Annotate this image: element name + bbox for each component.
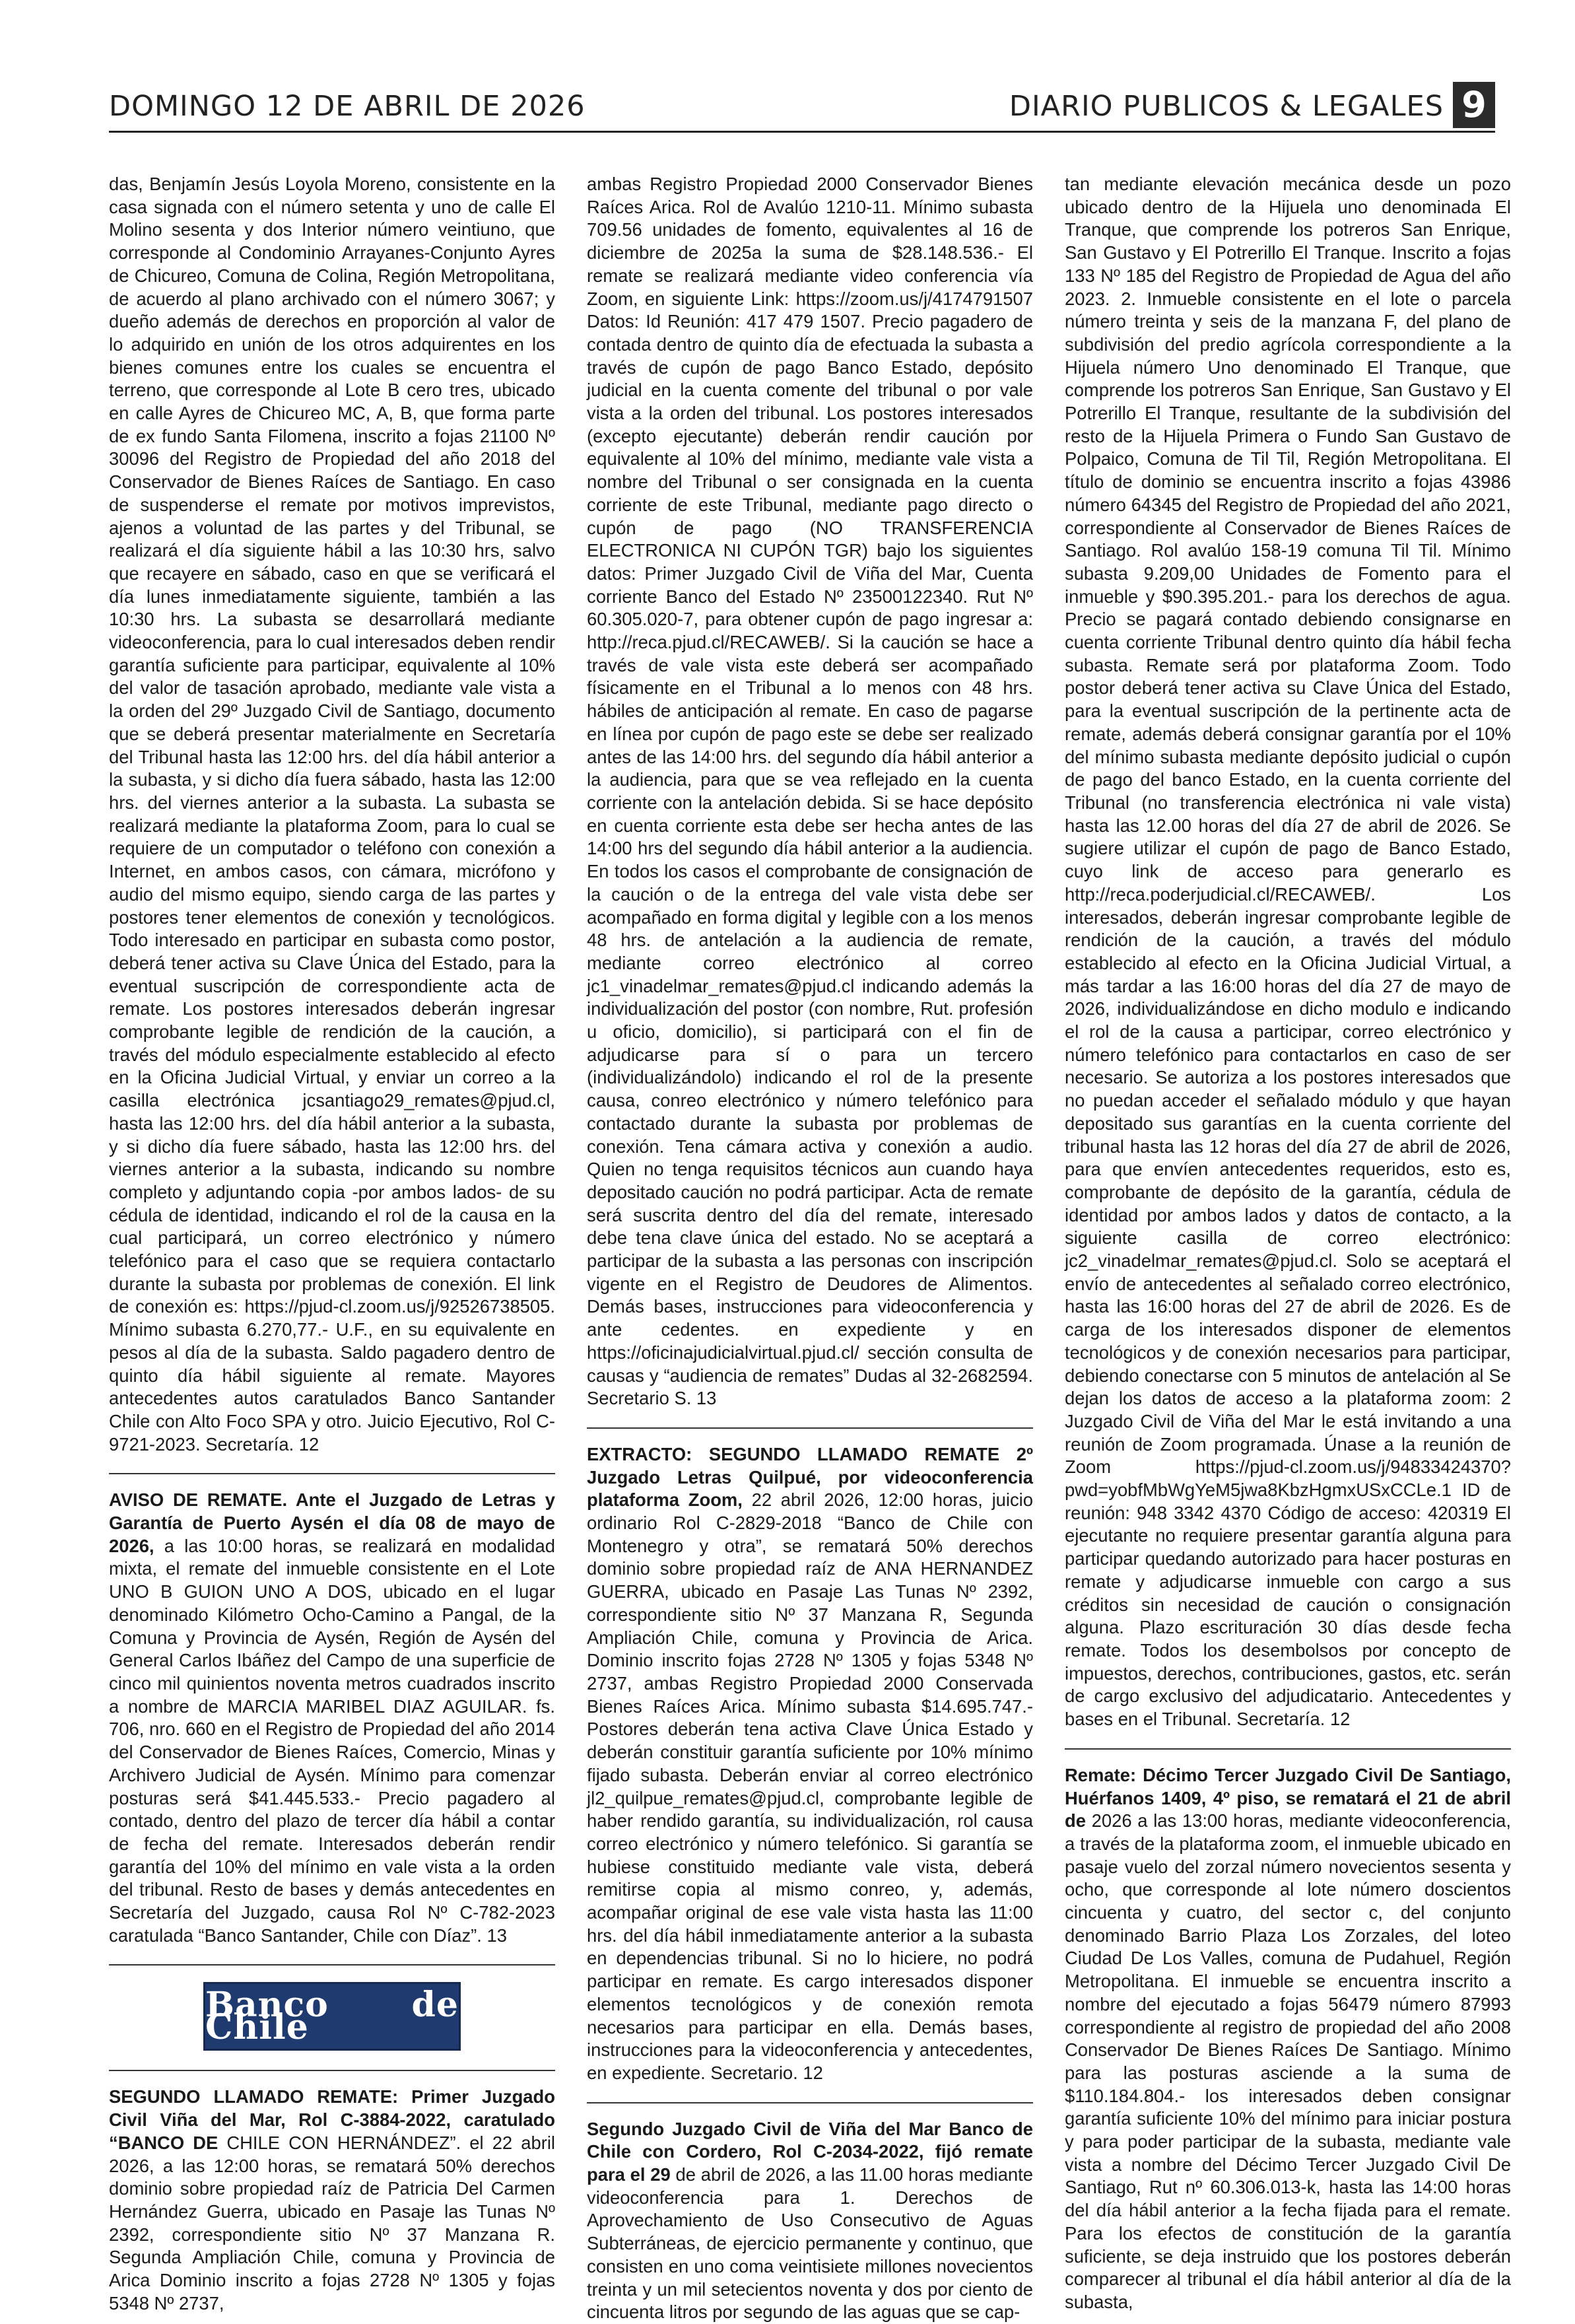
notice-body: CHILE CON HERNÁNDEZ”. el 22 abril 2026, a las 12:00 horas, se rematará 50% derechos dominio sobre propiedad raíz de Patricia Del Carmen Hernández Guerra, ubicado en Pasaje las Tunas Nº 2392, correspondiente sitio Nº 37 Manzana R. Segunda Ampliación Chile, comuna y Provincia de Arica Dominio inscrito a fojas 2728 Nº 1305 y fojas 5348 Nº 2737,: [109, 2132, 555, 2313]
column-2: [587, 173, 1033, 2324]
notice-divider: [587, 1427, 1033, 1429]
bank-ad: [109, 1980, 555, 2053]
notice-aysen: [109, 1489, 555, 1947]
page-header: [109, 85, 1495, 133]
notice-heading: AVISO DE REMATE. Ante el Juzgado de Letras y Garantía de Puerto Aysén el día 08 de mayo de 2026,: [109, 1489, 555, 1556]
notice-text: ambas Registro Propiedad 2000 Conservador Bienes Raíces Arica. Rol de Avalúo 1210-11. Mínimo subasta 709.56 unidades de fomento, equivalentes al 16 de diciembre de 2025a la suma de $28.148.536.- El remate se realizará mediante video conferencia vía Zoom, en siguiente Link: https://zoom.us/j/4174791507 Datos: Id Reunión: 417 479 1507. Precio pagadero de contada dentro de quinto día de efectuada la subasta a través de cupón de pago Banco Estado, depósito judicial en la cuenta comente del tribunal o por vale vista a la orden del tribunal. Los postores interesados (excepto ejecutante) deberán rendir caución por equivalente al 10% del mínimo, mediante vale vista a nombre del Tribunal o ser consignada en la cuenta corriente de este Tribunal, mediante pago directo o cupón de pago (NO TRANSFERENCIA ELECTRONICA NI CUPÓN TGR) bajo los siguientes datos: Primer Juzgado Civil de Viña del Mar, Cuenta corriente Banco del Estado Nº 23500122340. Rut Nº 60.305.020-7, para obtener cupón de pago ingresar a: http://reca.pjud.cl/RECAWEB/. Si la caución se hace a través de vale vista este deberá ser acompañado físicamente en el Tribunal a lo menos con 48 hrs. hábiles de anticipación al remate. En caso de pagarse en línea por cupón de pago este se debe ser realizado antes de las 14:00 hrs. del segundo día hábil anterior a la audiencia, para que se vea reflejado en la cuenta corriente con la antelación debida. Si se hace depósito en cuenta corriente esta debe ser hecha antes de las 14:00 hrs del segundo día hábil anterior a la audiencia. En todos los casos el comprobante de consignación de la caución o de la entrega del vale vista debe ser acompañado en forma digital y legible con a los menos 48 hrs. de antelación a la audiencia de remate, mediante correo electrónico al correo jc1_vinadelmar_remates@pjud.cl indicando además la individualización del postor (con nombre, Rut. profesión u oficio, domicilio), si participará con el fin de adjudicarse para sí o para un tercero (individualizándolo) indicando el rol de la presente causa, conreo electrónico y número telefónico para contactado durante la subasta por problemas de conexión. Tena cámara activa y conexión a audio. Quien no tenga requisitos técnicos aun cuando haya depositado caución no podrá participar. Acta de remate será suscrita dentro del día del remate, interesado debe tena clave única del estado. No se aceptará a participar de la subasta a las personas con inscripción vigente en el Registro de Deudores de Alimentos. Demás bases, instrucciones para videoconferencia y ante cedentes. en expediente y en https://oficinajudicialvirtual.pjud.cl/ sección consulta de causas y “audiencia de remates” Dudas al 32-2682594. Secretario S. 13: [587, 174, 1033, 1409]
notice-vina-primer: [109, 2086, 555, 2315]
notice-body: de abril de 2026, a las 11.00 horas mediante videoconferencia para 1. Derechos de Aprovechamiento de Uso Consecutivo de Aguas Subterráneas, de ejercicio permanente y continuo, que consisten en uno coma veintisiete millones novecientos treinta y un mil setecientos noventa y dos por ciento de cincuenta litros por segundo de las aguas que se cap-: [587, 2164, 1034, 2323]
notice-text: das, Benjamín Jesús Loyola Moreno, consistente en la casa signada con el número setenta y uno de calle El Molino sesenta y dos Interior número veintiuno, que corresponde al Condominio Arrayanes-Conjunto Ayres de Chicureo, Comuna de Colina, Región Metropolitana, de acuerdo al plano archivado con el número 3067; y dueño además de derechos en proporción al valor de lo adquirido en unión de los otros adquirentes en los bienes comunes entre los cuales se encuentra el terreno, que corresponde al Lote B cero tres, ubicado en calle Ayres de Chicureo MC, A, B, que forma parte de ex fundo Santa Filomena, inscrito a fojas 21100 Nº 30096 del Registro de Propiedad del año 2018 del Conservador de Bienes Raíces de Santiago. En caso de suspenderse el remate por motivos imprevistos, ajenos a voluntad de las partes y del Tribunal, se realizará el día siguiente hábil a las 10:30 hrs, salvo que recayere en sábado, caso en que se verificará el día lunes inmediatamente siguiente, también a las 10:30 hrs. La subasta se desarrollará mediante videoconferencia, para lo cual interesados deben rendir garantía suficiente para participar, equivalente al 10% del valor de tasación aprobado, mediante vale vista a la orden del 29º Juzgado Civil de Santiago, documento que se deberá presentar materialmente en Secretaría del Tribunal hasta las 12:00 hrs. del día hábil anterior a la subasta, y si dicho día fuera sábado, hasta las 12:00 hrs. del viernes anterior a la subasta. La subasta se realizará mediante la plataforma Zoom, para lo cual se requiere de un computador o teléfono con conexión a Internet, en ambos casos, con cámara, micrófono y audio del mismo equipo, siendo carga de las partes y postores tener elementos de conexión y tecnológicos. Todo interesado en participar en subasta como postor, deberá tener activa su Clave Única del Estado, para la eventual suscripción de correspondiente acta de remate. Los postores interesados deberán ingresar comprobante legible de rendición de la caución, a través del módulo especialmente establecido al efecto en la Oficina Judicial Virtual, y enviar un correo a la casilla electrónica jcsantiago29_remates@pjud.cl, hasta las 12:00 hrs. del día hábil anterior a la subasta, y si dicho día fuere sábado, hasta las 12:00 hrs. del viernes anterior a la subasta, indicando su nombre completo y adjuntando copia -por ambos lados- de su cédula de identidad, indicando el rol de la causa en la cual participará, un correo electrónico y número telefónico para el caso que se requiera contactarlo durante la subasta por problemas de conexión. El link de conexión es: https://pjud-cl.zoom.us/j/92526738505. Mínimo subasta 6.270,77.- U.F., en su equivalente en pesos al día de la subasta. Saldo pagadero dentro de quinto día hábil siguiente al remate. Mayores antecedentes autos caratulados Banco Santander Chile con Alto Foco SPA y otro. Juicio Ejecutivo, Rol C-9721-2023. Secretaría. 12: [109, 174, 555, 1454]
notice-heading: SEGUNDO LLAMADO REMATE: Primer Juzgado Civil Viña del Mar, Rol C-3884-2022, caratulado “BANCO DE: [109, 2086, 555, 2153]
column-3: [1065, 173, 1511, 2314]
section-title: DIARIO PUBLICOS & LEGALES: [1009, 90, 1444, 123]
notice-body: a las 10:00 horas, se realizará en modalidad mixta, el remate del inmueble consistente en el Lote UNO B GUION UNO A DOS, ubicado en el lugar denominado Kilómetro Ocho-Camino a Pangal, de la Comuna y Provincia de Aysén, Región de Aysén del General Carlos Ibáñez del Campo de una superficie de cinco mil quinientos noventa metros cuadrados inscrito a nombre de MARCIA MARIBEL DIAZ AGUILAR. fs. 706, nro. 660 en el Registro de Propiedad del año 2014 del Conservador de Bienes Raíces, Comercio, Minas y Archivero Judicial de Aysén. Mínimo para comenzar posturas será $41.445.533.- Precio pagadero al contado, dentro del plazo de tercer día hábil a contar de fecha del remate. Interesados deberán rendir garantía del 10% del mínimo en vale vista a la orden del tribunal. Resto de bases y demás antecedentes en Secretaría del Juzgado, causa Rol Nº C-782-2023 caratulada “Banco Santander, Chile con Díaz”. 13: [109, 1535, 555, 1946]
bank-logo-text: Banco de Chile: [205, 1984, 459, 2048]
notice-divider: [109, 1473, 555, 1474]
bank-logo: [203, 1982, 461, 2051]
column-1: [109, 173, 555, 2315]
notice-santiago-13: [1065, 1764, 1511, 2314]
notice-divider: [109, 1964, 555, 1965]
notice-divider: [1065, 1748, 1511, 1750]
notice-body: 2026 a las 13:00 horas, mediante videoconferencia, a través de la plataforma zoom, el inmueble ubicado en pasaje vuelo del zorzal número novecientos sesenta y ocho, que corresponde al lote número doscientos cincuenta y cuatro, del sector c, del conjunto denominado Barrio Plaza Los Zorzales, del loteo Ciudad De Los Valles, comuna de Pudahuel, Región Metropolitana. El inmueble se encuentra inscrito a nombre del ejecutado a fojas 56479 número 87993 correspondiente al registro de propiedad del año 2008 Conservador De Bienes Raíces De Santiago. Mínimo para las posturas asciende a la suma de $110.184.804.- los interesados deben consignar garantía suficiente 10% del mínimo para iniciar postura y para poder participar de la subasta, mediante vale vista a nombre del Décimo Tercer Juzgado Civil De Santiago, Rut nº 60.306.013-k, hasta las 14:00 horas del día hábil anterior a la fecha fijada para el remate. Para los efectos de constitución de la garantía suficiente, se deja instruido que los postores deberán comparecer al tribunal el día hábil anterior al día de la subasta,: [1065, 1810, 1511, 2312]
notice-divider: [587, 2102, 1033, 2103]
notice-body: 22 abril 2026, 12:00 horas, juicio ordinario Rol C-2829-2018 “Banco de Chile con Montenegro y otra”, se rematará 50% derechos dominio sobre propiedad raíz de ANA HERNANDEZ GUERRA, ubicado en Pasaje Las Tunas Nº 2392, correspondiente sitio Nº 37 Manzana R, Segunda Ampliación Chile, comuna y Provincia de Arica. Dominio inscrito fojas 2728 Nº 1305 y fojas 5348 Nº 2737, ambas Registro Propiedad 2000 Conservada Bienes Raíces Arica. Mínimo subasta $14.695.747.- Postores deberán tena activa Clave Única Estado y deberán constituir garantía suficiente por 10% mínimo fijado subasta. Deberán enviar al correo electrónico jl2_quilpue_remates@pjud.cl, comprobante legible de haber rendido garantía, su individualización, rol causa correo electrónico y número telefónico. Si garantía se hubiese constituido mediante vale vista, deberá remitirse copia al mismo conreo, y, además, acompañar original de ese vale vista hasta las 11:00 hrs. del día hábil inmediatamente anterior a la subasta en dependencias tribunal. Si no lo hiciere, no podrá participar en remate. Es cargo interesados disponer elementos tecnológicos y de conexión remota necesarios para participar en ella. Demás bases, instrucciones para la videoconferencia y antecedentes, en expediente. Secretario. 12: [587, 1489, 1033, 2083]
notice-vina-segundo: [587, 2118, 1033, 2324]
issue-date: DOMINGO 12 DE ABRIL DE 2026: [109, 90, 586, 123]
notice-heading: Remate: Décimo Tercer Juzgado Civil De Santiago, Huérfanos 1409, 4º piso, se rematará el 21 de abril de: [1065, 1764, 1511, 1831]
notice-heading: EXTRACTO: SEGUNDO LLAMADO REMATE 2º Juzgado Letras Quilpué, por videoconferencia plataforma Zoom,: [587, 1443, 1033, 1511]
notice-text: tan mediante elevación mecánica desde un pozo ubicado dentro de la Hijuela uno denominada El Tranque, que comprende los potreros San Enrique, San Gustavo y El Potrerillo El Tranque. Inscrito a fojas 133 Nº 185 del Registro de Propiedad de Agua del año 2023. 2. Inmueble consistente en el lote o parcela número treinta y seis de la manzana F, del plano de subdivisión del predio agrícola correspondiente a la Hijuela número Uno denominado El Tranque, que comprende los potreros San Enrique, San Gustavo y El Potrerillo El Tranque, resultante de la subdivisión del resto de la Hijuela Primera o Fundo San Gustavo de Polpaico, Comuna de Til Til, Región Metropolitana. El título de dominio se encuentra inscrito a fojas 43986 número 64345 del Registro de Propiedad del año 2021, correspondiente al Conservador de Bienes Raíces de Santiago. Rol avalúo 158-19 comuna Til Til. Mínimo subasta 9.209,00 Unidades de Fomento para el inmueble y $90.395.201.- para los derechos de agua. Precio se pagará contado debiendo consignarse en cuenta corriente Tribunal dentro quinto día hábil fecha subasta. Remate será por plataforma Zoom. Todo postor deberá tener activa su Clave Única del Estado, para la eventual suscripción de la pertinente acta de remate, además deberá consignar garantía por el 10% del mínimo subasta mediante depósito judicial o cupón de pago del banco Estado, en la cuenta corriente del Tribunal (no transferencia electrónica ni vale vista) hasta las 12.00 horas del día 27 de abril de 2026. Se sugiere utilizar el cupón de pago de Banco Estado, cuyo link de acceso para generarlo es http://reca.poderjudicial.cl/RECAWEB/. Los interesados, deberán ingresar comprobante legible de rendición de la caución, a través del módulo establecido al efecto en la Oficina Judicial Virtual, a más tardar a las 16:00 horas del día 27 de mayo de 2026, individualizándose en dicho modulo e indicando el rol de la causa a participar, correo electrónico y número telefónico para contactarlos en caso de ser necesario. Se autoriza a los postores interesados que no puedan acceder el señalado módulo y que hayan depositado sus garantías en la cuenta corriente del tribunal hasta las 12 horas del día 27 de abril de 2026, para que envíen antecedentes requeridos, esto es, comprobante de depósito de la garantía, cédula de identidad por ambos lados y datos de contacto, a la siguiente casilla de correo electrónico: jc2_vinadelmar_remates@pjud.cl. Solo se aceptará el envío de antecedentes al señalado correo electrónico, hasta las 16:00 horas del 27 de abril de 2026. Es de carga de los interesados disponer de elementos tecnológicos y de conexión necesarios para participar, debiendo conectarse con 5 minutos de antelación al Se dejan los datos de acceso a la plataforma zoom: 2 Juzgado Civil de Viña del Mar le está invitando a una reunión de Zoom programada. Únase a la reunión de Zoom https://pjud-cl.zoom.us/j/94833424370?pwd=yobfMbWgYeM5jwa8KbzHgmxUSxCCLe.1 ID de reunión: 948 3342 4370 Código de acceso: 420319 El ejecutante no requiere presentar garantía alguna para participar quedando autorizado para hacer posturas en remate y adjudicarse inmueble con cargo a sus créditos sin necesidad de caución o consignación alguna. Plazo escrituración 30 días desde fecha remate. Todos los desembolsos por concepto de impuestos, derechos, contribuciones, gastos, etc. serán de cargo exclusivo del adjudicatario. Antecedentes y bases en el Tribunal. Secretaría. 12: [1065, 174, 1511, 1730]
page-number-badge: 9: [1453, 82, 1495, 128]
notice-heading: Segundo Juzgado Civil de Viña del Mar Banco de Chile con Cordero, Rol C-2034-2022, fijó remate para el 29: [587, 2118, 1033, 2185]
notice-divider: [109, 2070, 555, 2071]
notice-quilpue: [587, 1443, 1033, 2085]
